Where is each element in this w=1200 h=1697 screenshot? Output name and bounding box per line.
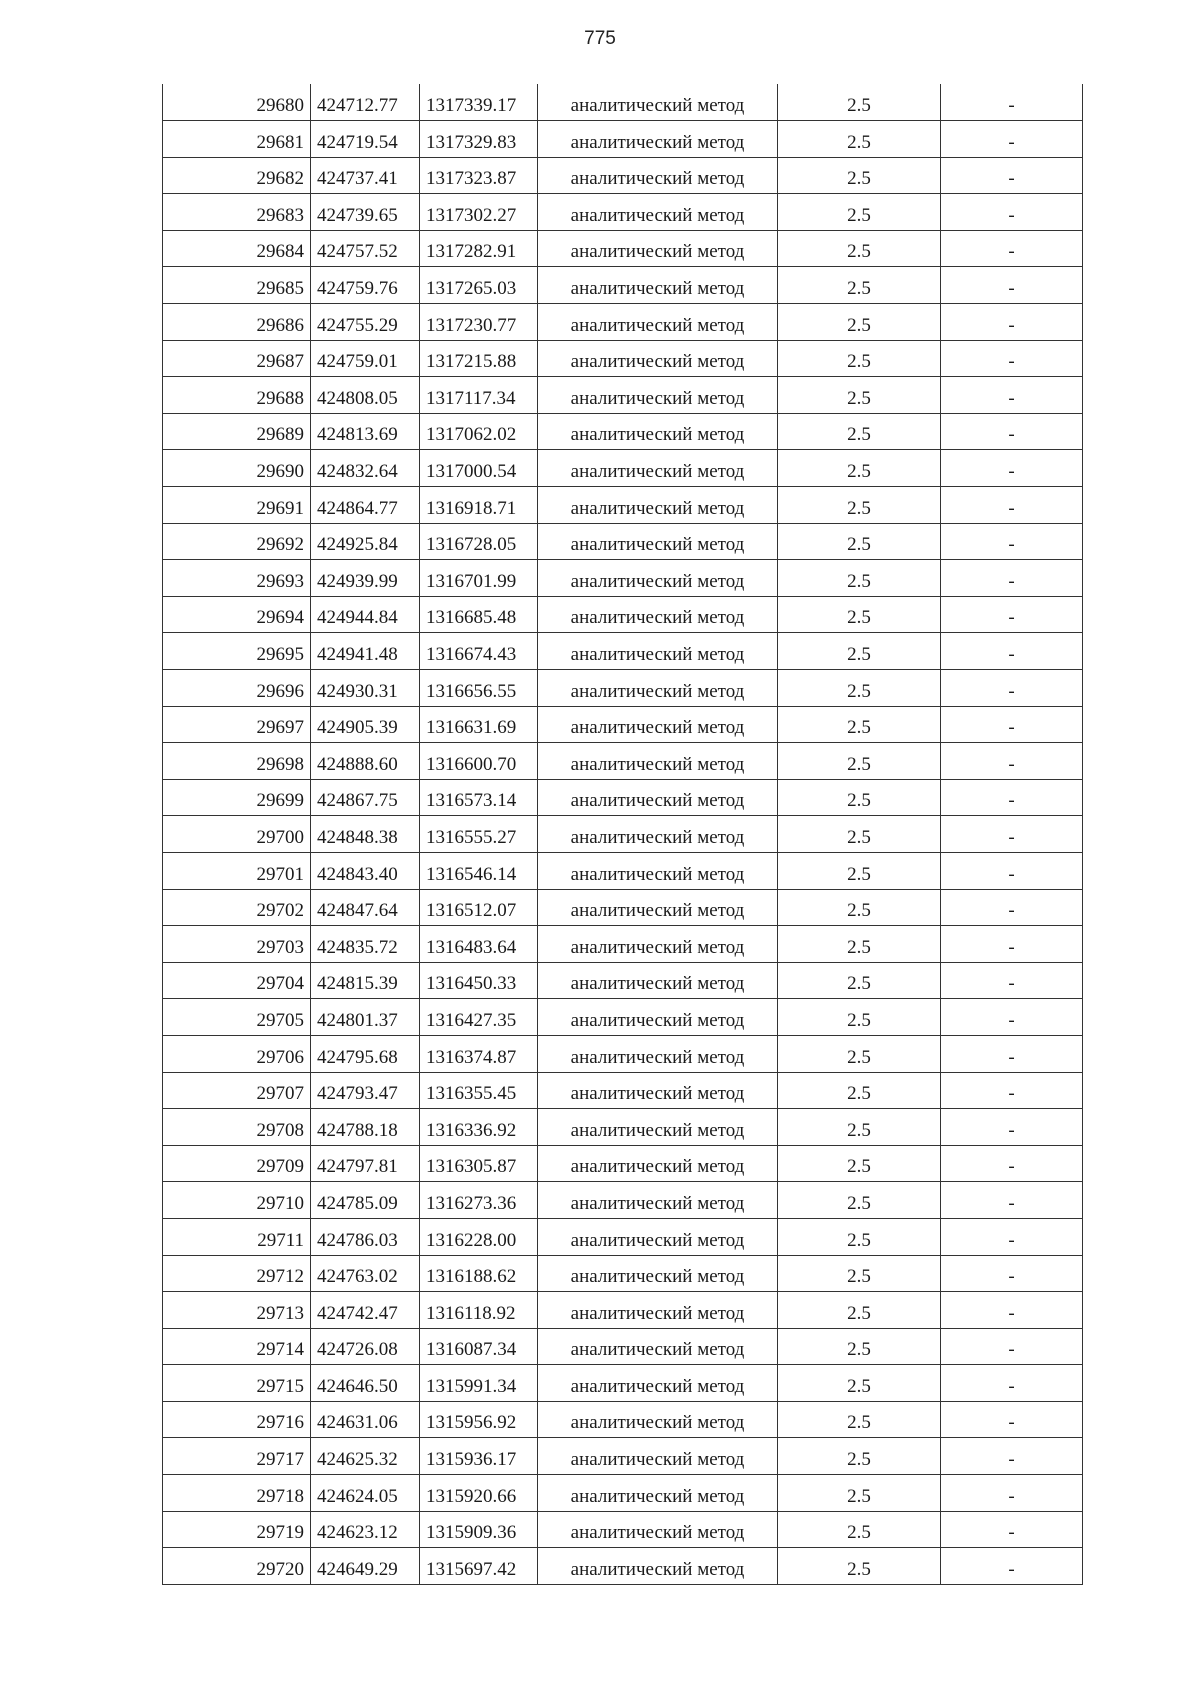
table-row — [163, 523, 1083, 560]
point-number-cell: 29681 — [163, 121, 311, 158]
x-coordinate-cell: 424813.69 — [311, 413, 420, 450]
accuracy-cell: 2.5 — [778, 194, 941, 231]
point-number-cell: 29711 — [163, 1218, 311, 1255]
accuracy-cell: 2.5 — [778, 1475, 941, 1512]
accuracy-cell: 2.5 — [778, 560, 941, 597]
note-cell: - — [941, 743, 1083, 780]
y-coordinate-cell: 1316685.48 — [420, 596, 538, 633]
y-coordinate-cell: 1315909.36 — [420, 1511, 538, 1548]
accuracy-cell: 2.5 — [778, 267, 941, 304]
note-cell: - — [941, 340, 1083, 377]
note-cell: - — [941, 962, 1083, 999]
accuracy-cell: 2.5 — [778, 779, 941, 816]
method-cell: аналитический метод — [538, 1511, 778, 1548]
y-coordinate-cell: 1316674.43 — [420, 633, 538, 670]
point-number-cell: 29702 — [163, 889, 311, 926]
x-coordinate-cell: 424757.52 — [311, 230, 420, 267]
method-cell: аналитический метод — [538, 560, 778, 597]
x-coordinate-cell: 424835.72 — [311, 926, 420, 963]
method-cell: аналитический метод — [538, 1401, 778, 1438]
table-row — [163, 377, 1083, 414]
method-cell: аналитический метод — [538, 1109, 778, 1146]
accuracy-cell: 2.5 — [778, 340, 941, 377]
x-coordinate-cell: 424788.18 — [311, 1109, 420, 1146]
note-cell: - — [941, 84, 1083, 121]
method-cell: аналитический метод — [538, 487, 778, 524]
accuracy-cell: 2.5 — [778, 1438, 941, 1475]
point-number-cell: 29707 — [163, 1072, 311, 1109]
table-row — [163, 487, 1083, 524]
table-row — [163, 194, 1083, 231]
accuracy-cell: 2.5 — [778, 852, 941, 889]
x-coordinate-cell: 424755.29 — [311, 304, 420, 341]
note-cell: - — [941, 999, 1083, 1036]
method-cell: аналитический метод — [538, 779, 778, 816]
y-coordinate-cell: 1316273.36 — [420, 1182, 538, 1219]
x-coordinate-cell: 424843.40 — [311, 852, 420, 889]
method-cell: аналитический метод — [538, 962, 778, 999]
y-coordinate-cell: 1316483.64 — [420, 926, 538, 963]
table-row — [163, 560, 1083, 597]
accuracy-cell: 2.5 — [778, 1145, 941, 1182]
x-coordinate-cell: 424625.32 — [311, 1438, 420, 1475]
note-cell: - — [941, 1438, 1083, 1475]
table-row — [163, 340, 1083, 377]
table-row — [163, 1292, 1083, 1329]
note-cell: - — [941, 1182, 1083, 1219]
table-row — [163, 1145, 1083, 1182]
accuracy-cell: 2.5 — [778, 1548, 941, 1585]
table-row — [163, 999, 1083, 1036]
point-number-cell: 29706 — [163, 1035, 311, 1072]
note-cell: - — [941, 670, 1083, 707]
note-cell: - — [941, 1145, 1083, 1182]
y-coordinate-cell: 1317339.17 — [420, 84, 538, 121]
note-cell: - — [941, 1511, 1083, 1548]
method-cell: аналитический метод — [538, 1072, 778, 1109]
accuracy-cell: 2.5 — [778, 1182, 941, 1219]
point-number-cell: 29712 — [163, 1255, 311, 1292]
note-cell: - — [941, 852, 1083, 889]
note-cell: - — [941, 194, 1083, 231]
x-coordinate-cell: 424939.99 — [311, 560, 420, 597]
x-coordinate-cell: 424712.77 — [311, 84, 420, 121]
x-coordinate-cell: 424905.39 — [311, 706, 420, 743]
x-coordinate-cell: 424739.65 — [311, 194, 420, 231]
y-coordinate-cell: 1316555.27 — [420, 816, 538, 853]
point-number-cell: 29685 — [163, 267, 311, 304]
method-cell: аналитический метод — [538, 889, 778, 926]
note-cell: - — [941, 1328, 1083, 1365]
y-coordinate-cell: 1316305.87 — [420, 1145, 538, 1182]
accuracy-cell: 2.5 — [778, 596, 941, 633]
method-cell: аналитический метод — [538, 1218, 778, 1255]
x-coordinate-cell: 424624.05 — [311, 1475, 420, 1512]
table-row — [163, 1548, 1083, 1585]
note-cell: - — [941, 157, 1083, 194]
method-cell: аналитический метод — [538, 304, 778, 341]
accuracy-cell: 2.5 — [778, 889, 941, 926]
method-cell: аналитический метод — [538, 1145, 778, 1182]
method-cell: аналитический метод — [538, 1255, 778, 1292]
x-coordinate-cell: 424801.37 — [311, 999, 420, 1036]
point-number-cell: 29719 — [163, 1511, 311, 1548]
table-row — [163, 743, 1083, 780]
point-number-cell: 29714 — [163, 1328, 311, 1365]
method-cell: аналитический метод — [538, 670, 778, 707]
accuracy-cell: 2.5 — [778, 487, 941, 524]
table-row — [163, 267, 1083, 304]
note-cell: - — [941, 1035, 1083, 1072]
y-coordinate-cell: 1317282.91 — [420, 230, 538, 267]
y-coordinate-cell: 1316573.14 — [420, 779, 538, 816]
table-row — [163, 926, 1083, 963]
y-coordinate-cell: 1317215.88 — [420, 340, 538, 377]
coordinates-table-container — [162, 84, 1082, 1585]
method-cell: аналитический метод — [538, 1182, 778, 1219]
note-cell: - — [941, 304, 1083, 341]
method-cell: аналитический метод — [538, 121, 778, 158]
x-coordinate-cell: 424797.81 — [311, 1145, 420, 1182]
y-coordinate-cell: 1317329.83 — [420, 121, 538, 158]
note-cell: - — [941, 1365, 1083, 1402]
accuracy-cell: 2.5 — [778, 1401, 941, 1438]
y-coordinate-cell: 1316188.62 — [420, 1255, 538, 1292]
point-number-cell: 29689 — [163, 413, 311, 450]
note-cell: - — [941, 1401, 1083, 1438]
point-number-cell: 29695 — [163, 633, 311, 670]
table-row — [163, 816, 1083, 853]
accuracy-cell: 2.5 — [778, 633, 941, 670]
method-cell: аналитический метод — [538, 1475, 778, 1512]
x-coordinate-cell: 424763.02 — [311, 1255, 420, 1292]
table-row — [163, 1218, 1083, 1255]
accuracy-cell: 2.5 — [778, 1292, 941, 1329]
y-coordinate-cell: 1316450.33 — [420, 962, 538, 999]
point-number-cell: 29701 — [163, 852, 311, 889]
table-row — [163, 670, 1083, 707]
note-cell: - — [941, 1218, 1083, 1255]
method-cell: аналитический метод — [538, 413, 778, 450]
method-cell: аналитический метод — [538, 1035, 778, 1072]
note-cell: - — [941, 1475, 1083, 1512]
y-coordinate-cell: 1317000.54 — [420, 450, 538, 487]
point-number-cell: 29694 — [163, 596, 311, 633]
x-coordinate-cell: 424726.08 — [311, 1328, 420, 1365]
note-cell: - — [941, 1292, 1083, 1329]
point-number-cell: 29686 — [163, 304, 311, 341]
method-cell: аналитический метод — [538, 523, 778, 560]
y-coordinate-cell: 1316118.92 — [420, 1292, 538, 1329]
accuracy-cell: 2.5 — [778, 1255, 941, 1292]
point-number-cell: 29693 — [163, 560, 311, 597]
accuracy-cell: 2.5 — [778, 1365, 941, 1402]
x-coordinate-cell: 424848.38 — [311, 816, 420, 853]
point-number-cell: 29680 — [163, 84, 311, 121]
table-row — [163, 1401, 1083, 1438]
accuracy-cell: 2.5 — [778, 999, 941, 1036]
y-coordinate-cell: 1315956.92 — [420, 1401, 538, 1438]
table-row — [163, 157, 1083, 194]
accuracy-cell: 2.5 — [778, 157, 941, 194]
point-number-cell: 29717 — [163, 1438, 311, 1475]
y-coordinate-cell: 1316600.70 — [420, 743, 538, 780]
point-number-cell: 29698 — [163, 743, 311, 780]
table-row — [163, 706, 1083, 743]
note-cell: - — [941, 1072, 1083, 1109]
x-coordinate-cell: 424864.77 — [311, 487, 420, 524]
table-row — [163, 230, 1083, 267]
accuracy-cell: 2.5 — [778, 1511, 941, 1548]
note-cell: - — [941, 706, 1083, 743]
table-row — [163, 1328, 1083, 1365]
y-coordinate-cell: 1316228.00 — [420, 1218, 538, 1255]
coordinates-table — [162, 84, 1083, 1585]
accuracy-cell: 2.5 — [778, 1072, 941, 1109]
accuracy-cell: 2.5 — [778, 377, 941, 414]
point-number-cell: 29688 — [163, 377, 311, 414]
point-number-cell: 29699 — [163, 779, 311, 816]
point-number-cell: 29708 — [163, 1109, 311, 1146]
y-coordinate-cell: 1316656.55 — [420, 670, 538, 707]
note-cell: - — [941, 889, 1083, 926]
y-coordinate-cell: 1315936.17 — [420, 1438, 538, 1475]
x-coordinate-cell: 424944.84 — [311, 596, 420, 633]
note-cell: - — [941, 487, 1083, 524]
method-cell: аналитический метод — [538, 1292, 778, 1329]
accuracy-cell: 2.5 — [778, 706, 941, 743]
x-coordinate-cell: 424631.06 — [311, 1401, 420, 1438]
point-number-cell: 29705 — [163, 999, 311, 1036]
y-coordinate-cell: 1316336.92 — [420, 1109, 538, 1146]
method-cell: аналитический метод — [538, 450, 778, 487]
method-cell: аналитический метод — [538, 1328, 778, 1365]
accuracy-cell: 2.5 — [778, 450, 941, 487]
x-coordinate-cell: 424847.64 — [311, 889, 420, 926]
x-coordinate-cell: 424925.84 — [311, 523, 420, 560]
y-coordinate-cell: 1316355.45 — [420, 1072, 538, 1109]
point-number-cell: 29696 — [163, 670, 311, 707]
y-coordinate-cell: 1316512.07 — [420, 889, 538, 926]
point-number-cell: 29690 — [163, 450, 311, 487]
accuracy-cell: 2.5 — [778, 1109, 941, 1146]
table-row — [163, 1072, 1083, 1109]
method-cell: аналитический метод — [538, 706, 778, 743]
table-row — [163, 633, 1083, 670]
x-coordinate-cell: 424930.31 — [311, 670, 420, 707]
note-cell: - — [941, 633, 1083, 670]
point-number-cell: 29683 — [163, 194, 311, 231]
point-number-cell: 29697 — [163, 706, 311, 743]
y-coordinate-cell: 1317302.27 — [420, 194, 538, 231]
note-cell: - — [941, 230, 1083, 267]
y-coordinate-cell: 1316918.71 — [420, 487, 538, 524]
note-cell: - — [941, 1548, 1083, 1585]
table-row — [163, 413, 1083, 450]
x-coordinate-cell: 424759.01 — [311, 340, 420, 377]
method-cell: аналитический метод — [538, 84, 778, 121]
accuracy-cell: 2.5 — [778, 84, 941, 121]
x-coordinate-cell: 424793.47 — [311, 1072, 420, 1109]
accuracy-cell: 2.5 — [778, 413, 941, 450]
method-cell: аналитический метод — [538, 194, 778, 231]
method-cell: аналитический метод — [538, 377, 778, 414]
point-number-cell: 29687 — [163, 340, 311, 377]
x-coordinate-cell: 424623.12 — [311, 1511, 420, 1548]
method-cell: аналитический метод — [538, 852, 778, 889]
note-cell: - — [941, 560, 1083, 597]
table-body — [163, 84, 1083, 1584]
x-coordinate-cell: 424737.41 — [311, 157, 420, 194]
y-coordinate-cell: 1317265.03 — [420, 267, 538, 304]
method-cell: аналитический метод — [538, 1365, 778, 1402]
x-coordinate-cell: 424867.75 — [311, 779, 420, 816]
method-cell: аналитический метод — [538, 816, 778, 853]
y-coordinate-cell: 1315697.42 — [420, 1548, 538, 1585]
x-coordinate-cell: 424649.29 — [311, 1548, 420, 1585]
method-cell: аналитический метод — [538, 999, 778, 1036]
note-cell: - — [941, 450, 1083, 487]
table-row — [163, 852, 1083, 889]
method-cell: аналитический метод — [538, 743, 778, 780]
y-coordinate-cell: 1316374.87 — [420, 1035, 538, 1072]
method-cell: аналитический метод — [538, 267, 778, 304]
method-cell: аналитический метод — [538, 1548, 778, 1585]
table-row — [163, 889, 1083, 926]
point-number-cell: 29704 — [163, 962, 311, 999]
x-coordinate-cell: 424815.39 — [311, 962, 420, 999]
y-coordinate-cell: 1316701.99 — [420, 560, 538, 597]
accuracy-cell: 2.5 — [778, 230, 941, 267]
x-coordinate-cell: 424808.05 — [311, 377, 420, 414]
point-number-cell: 29682 — [163, 157, 311, 194]
point-number-cell: 29700 — [163, 816, 311, 853]
method-cell: аналитический метод — [538, 926, 778, 963]
point-number-cell: 29684 — [163, 230, 311, 267]
note-cell: - — [941, 926, 1083, 963]
point-number-cell: 29692 — [163, 523, 311, 560]
note-cell: - — [941, 413, 1083, 450]
table-row — [163, 84, 1083, 121]
accuracy-cell: 2.5 — [778, 1218, 941, 1255]
accuracy-cell: 2.5 — [778, 670, 941, 707]
accuracy-cell: 2.5 — [778, 1328, 941, 1365]
x-coordinate-cell: 424786.03 — [311, 1218, 420, 1255]
method-cell: аналитический метод — [538, 340, 778, 377]
note-cell: - — [941, 596, 1083, 633]
point-number-cell: 29718 — [163, 1475, 311, 1512]
y-coordinate-cell: 1317117.34 — [420, 377, 538, 414]
table-row — [163, 1182, 1083, 1219]
note-cell: - — [941, 1255, 1083, 1292]
note-cell: - — [941, 1109, 1083, 1146]
accuracy-cell: 2.5 — [778, 304, 941, 341]
page-number: 775 — [584, 28, 616, 49]
note-cell: - — [941, 523, 1083, 560]
point-number-cell: 29716 — [163, 1401, 311, 1438]
table-row — [163, 1475, 1083, 1512]
x-coordinate-cell: 424719.54 — [311, 121, 420, 158]
point-number-cell: 29710 — [163, 1182, 311, 1219]
note-cell: - — [941, 377, 1083, 414]
point-number-cell: 29691 — [163, 487, 311, 524]
note-cell: - — [941, 121, 1083, 158]
point-number-cell: 29703 — [163, 926, 311, 963]
note-cell: - — [941, 816, 1083, 853]
y-coordinate-cell: 1316427.35 — [420, 999, 538, 1036]
x-coordinate-cell: 424795.68 — [311, 1035, 420, 1072]
y-coordinate-cell: 1316631.69 — [420, 706, 538, 743]
x-coordinate-cell: 424888.60 — [311, 743, 420, 780]
point-number-cell: 29715 — [163, 1365, 311, 1402]
y-coordinate-cell: 1315991.34 — [420, 1365, 538, 1402]
note-cell: - — [941, 779, 1083, 816]
table-row — [163, 779, 1083, 816]
accuracy-cell: 2.5 — [778, 926, 941, 963]
table-row — [163, 1035, 1083, 1072]
y-coordinate-cell: 1316546.14 — [420, 852, 538, 889]
accuracy-cell: 2.5 — [778, 816, 941, 853]
table-row — [163, 1109, 1083, 1146]
accuracy-cell: 2.5 — [778, 962, 941, 999]
accuracy-cell: 2.5 — [778, 743, 941, 780]
method-cell: аналитический метод — [538, 230, 778, 267]
method-cell: аналитический метод — [538, 633, 778, 670]
x-coordinate-cell: 424785.09 — [311, 1182, 420, 1219]
point-number-cell: 29720 — [163, 1548, 311, 1585]
y-coordinate-cell: 1317323.87 — [420, 157, 538, 194]
method-cell: аналитический метод — [538, 157, 778, 194]
table-row — [163, 1255, 1083, 1292]
note-cell: - — [941, 267, 1083, 304]
x-coordinate-cell: 424941.48 — [311, 633, 420, 670]
table-row — [163, 1511, 1083, 1548]
method-cell: аналитический метод — [538, 1438, 778, 1475]
table-row — [163, 1438, 1083, 1475]
point-number-cell: 29713 — [163, 1292, 311, 1329]
table-row — [163, 121, 1083, 158]
y-coordinate-cell: 1317062.02 — [420, 413, 538, 450]
y-coordinate-cell: 1316728.05 — [420, 523, 538, 560]
x-coordinate-cell: 424742.47 — [311, 1292, 420, 1329]
table-row — [163, 596, 1083, 633]
x-coordinate-cell: 424832.64 — [311, 450, 420, 487]
table-row — [163, 450, 1083, 487]
y-coordinate-cell: 1315920.66 — [420, 1475, 538, 1512]
table-row — [163, 1365, 1083, 1402]
x-coordinate-cell: 424646.50 — [311, 1365, 420, 1402]
table-row — [163, 962, 1083, 999]
x-coordinate-cell: 424759.76 — [311, 267, 420, 304]
point-number-cell: 29709 — [163, 1145, 311, 1182]
accuracy-cell: 2.5 — [778, 523, 941, 560]
method-cell: аналитический метод — [538, 596, 778, 633]
accuracy-cell: 2.5 — [778, 1035, 941, 1072]
y-coordinate-cell: 1316087.34 — [420, 1328, 538, 1365]
y-coordinate-cell: 1317230.77 — [420, 304, 538, 341]
table-row — [163, 304, 1083, 341]
accuracy-cell: 2.5 — [778, 121, 941, 158]
